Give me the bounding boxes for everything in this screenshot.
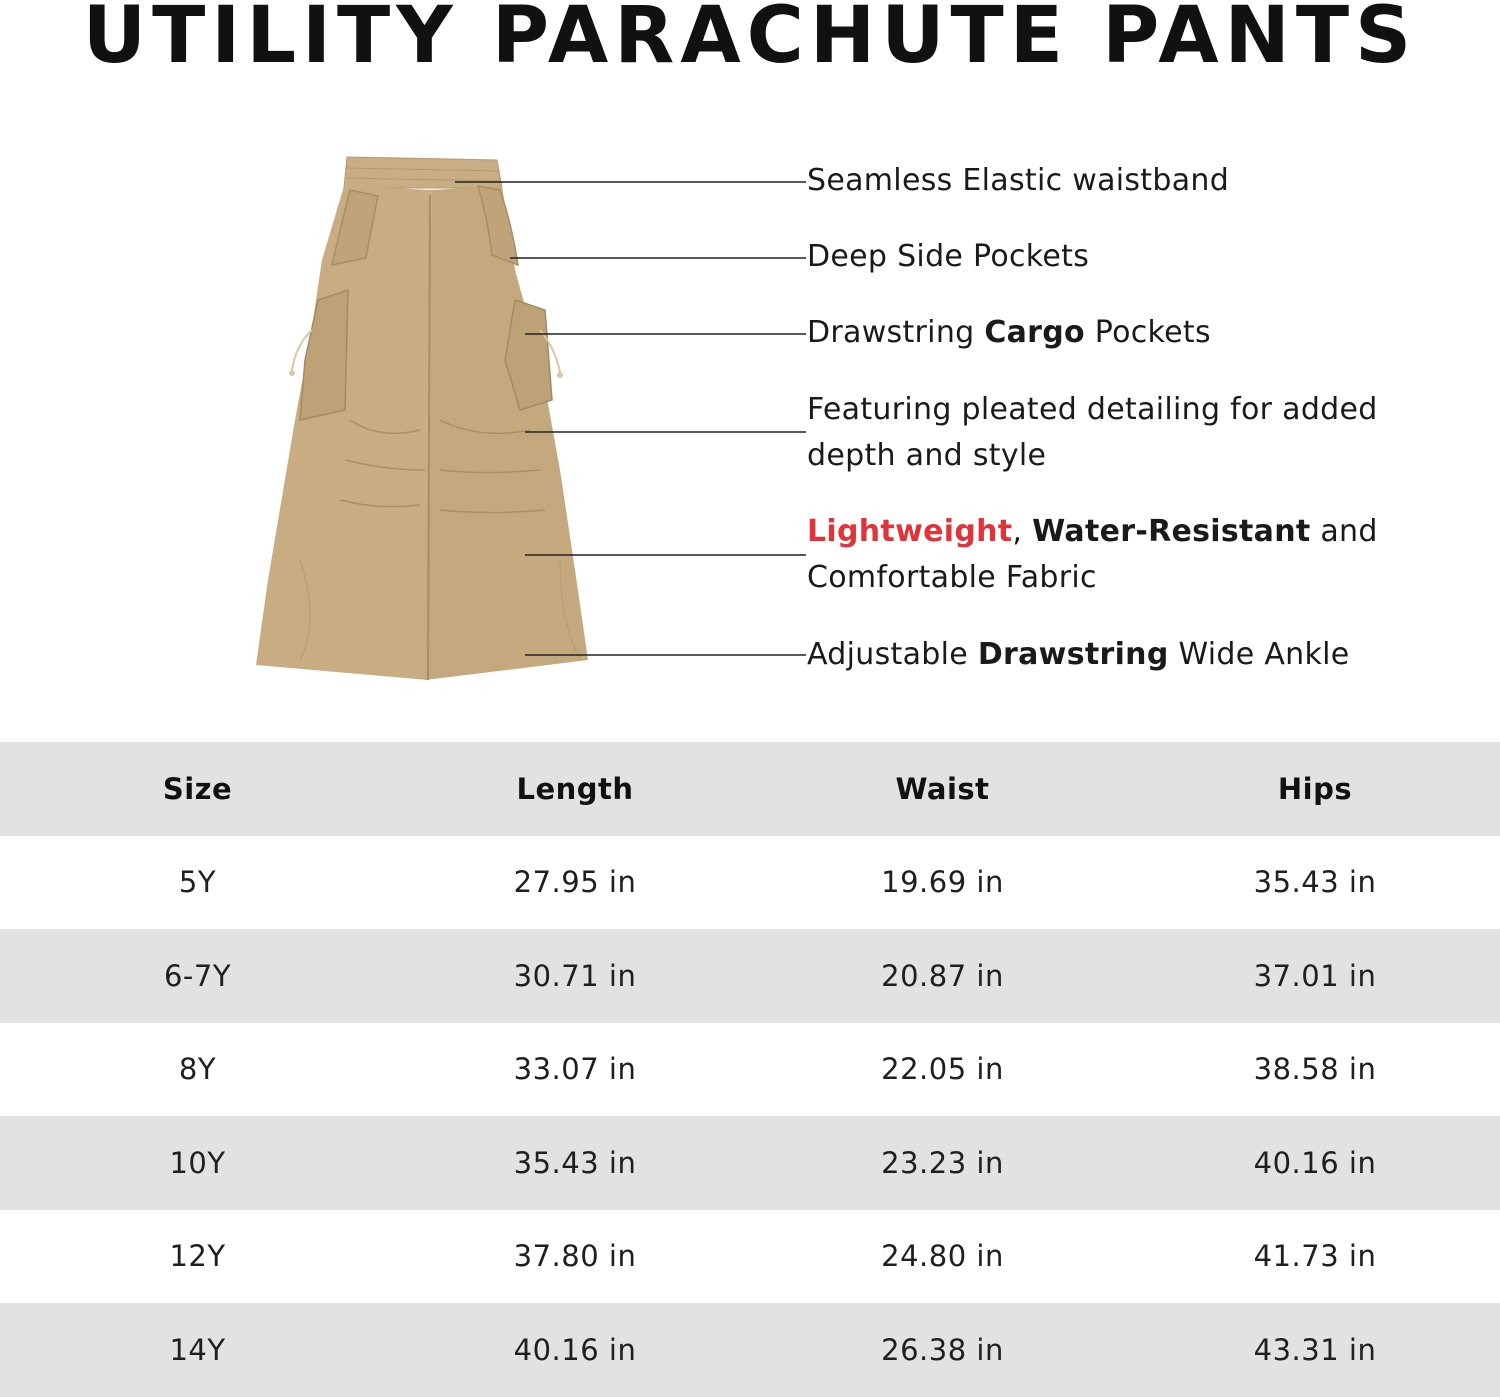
cell-hips: 43.31 in bbox=[1253, 1332, 1377, 1367]
cell-length: 37.80 in bbox=[513, 1239, 637, 1274]
cell-hips: 37.01 in bbox=[1253, 958, 1377, 993]
feature-ankle-part: Drawstring bbox=[977, 637, 1169, 672]
cell-size: 5Y bbox=[178, 865, 217, 900]
cell-size: 8Y bbox=[178, 1052, 217, 1087]
feature-ankle-part: Wide Ankle bbox=[1168, 637, 1350, 672]
page-title: UTILITY PARACHUTE PANTS bbox=[82, 0, 1418, 81]
feature-side-pockets-part: Deep Side Pockets bbox=[807, 239, 1090, 274]
feature-ankle-part: Adjustable bbox=[807, 637, 978, 672]
cell-size: 10Y bbox=[169, 1145, 226, 1180]
cell-hips: 35.43 in bbox=[1253, 865, 1377, 900]
feature-fabric-part: Water-Resistant bbox=[1032, 514, 1311, 549]
table-row bbox=[0, 1023, 1500, 1117]
feature-cargo-pockets-part: Cargo bbox=[984, 315, 1085, 350]
feature-cargo-pockets-part: Drawstring bbox=[807, 315, 985, 350]
feature-pleats-part: Featuring pleated detailing for added bbox=[807, 392, 1378, 427]
cell-hips: 40.16 in bbox=[1253, 1145, 1377, 1180]
feature-side-pockets bbox=[807, 234, 1089, 280]
header-length: Length bbox=[516, 771, 634, 806]
cell-waist: 26.38 in bbox=[881, 1332, 1004, 1367]
feature-fabric-part: Lightweight bbox=[807, 514, 1013, 549]
cell-length: 35.43 in bbox=[513, 1145, 637, 1180]
header-waist: Waist bbox=[895, 771, 990, 806]
cell-size: 14Y bbox=[169, 1332, 226, 1367]
feature-waistband bbox=[807, 158, 1229, 204]
feature-fabric bbox=[807, 509, 1378, 601]
cell-hips: 38.58 in bbox=[1253, 1052, 1377, 1087]
header-size: Size bbox=[162, 771, 233, 806]
cell-length: 30.71 in bbox=[513, 958, 637, 993]
size-chart-table bbox=[0, 742, 1500, 1397]
feature-fabric-part: and bbox=[1310, 514, 1378, 549]
cell-length: 27.95 in bbox=[513, 865, 637, 900]
feature-cargo-pockets-part: Pockets bbox=[1084, 315, 1211, 350]
feature-pleats bbox=[807, 387, 1378, 479]
cell-waist: 19.69 in bbox=[881, 865, 1004, 900]
table-row bbox=[0, 1116, 1500, 1210]
header-hips: Hips bbox=[1277, 771, 1353, 806]
cell-waist: 20.87 in bbox=[881, 958, 1004, 993]
table-header-row bbox=[0, 742, 1500, 836]
table-row bbox=[0, 929, 1500, 1023]
cell-waist: 24.80 in bbox=[881, 1239, 1004, 1274]
cell-waist: 23.23 in bbox=[881, 1145, 1004, 1180]
cell-hips: 41.73 in bbox=[1253, 1239, 1377, 1274]
feature-ankle bbox=[807, 632, 1350, 678]
feature-fabric-part: , bbox=[1012, 514, 1033, 549]
cell-length: 33.07 in bbox=[513, 1052, 637, 1087]
feature-cargo-pockets bbox=[807, 310, 1211, 356]
cell-length: 40.16 in bbox=[513, 1332, 637, 1367]
feature-pleats-line2: depth and style bbox=[807, 438, 1047, 473]
cell-size: 6-7Y bbox=[163, 958, 232, 993]
table-row bbox=[0, 1210, 1500, 1304]
cell-size: 12Y bbox=[169, 1239, 226, 1274]
table-row bbox=[0, 836, 1500, 930]
cell-waist: 22.05 in bbox=[881, 1052, 1004, 1087]
feature-fabric-line2: Comfortable Fabric bbox=[807, 560, 1097, 595]
feature-waistband-part: Seamless Elastic waistband bbox=[807, 163, 1230, 198]
table-row bbox=[0, 1303, 1500, 1397]
